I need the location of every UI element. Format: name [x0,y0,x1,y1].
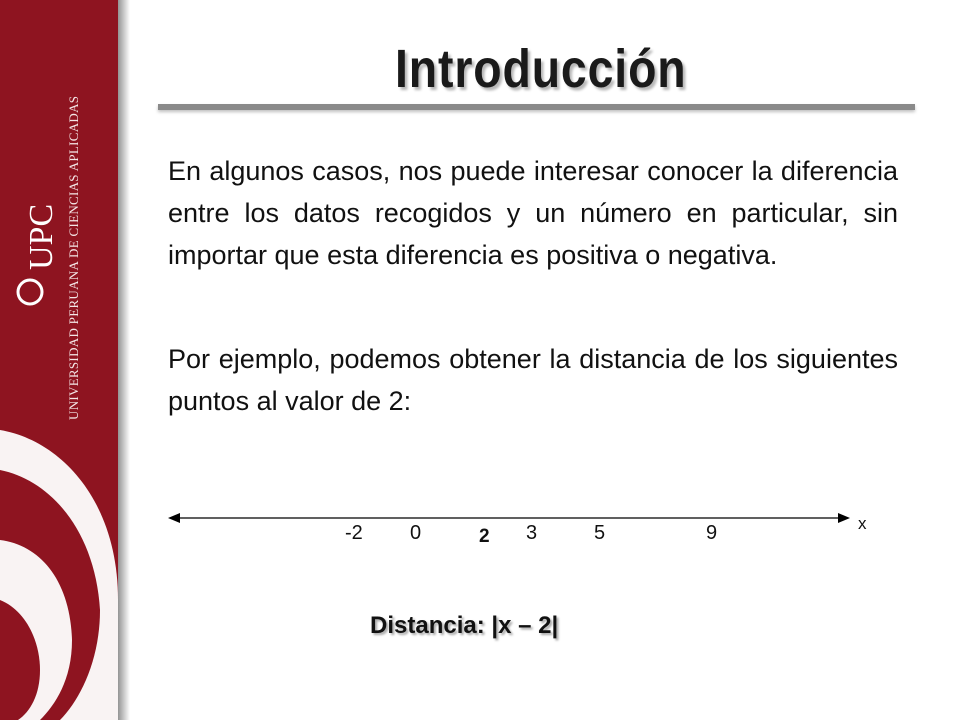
title-underline [158,104,915,110]
point-label: 3 [526,522,538,544]
intro-paragraph: En algunos casos, nos puede interesar conocer la diferencia entre los datos recogidos y un número en particular, sin importar que esta diferencia es positiva o negativa. [168,156,898,270]
arrow-left-icon [168,513,180,523]
arrow-right-icon [838,513,850,523]
logo-emblem [18,280,42,304]
reference-point-label: 2 [479,526,490,547]
sidebar-brand-band [0,0,118,720]
distance-formula: Distancia: |x – 2| [370,612,559,639]
point-label: 9 [706,522,718,544]
sidebar-shadow [118,0,130,720]
axis-label-x: x [858,514,867,533]
university-logo [8,90,98,430]
point-label: 5 [594,522,606,544]
point-label: -2 [345,522,363,544]
logo-text: UPC [23,203,60,270]
university-name-text: UNIVERSIDAD PERUANA DE CIENCIAS APLICADAS [66,95,81,420]
number-line [160,508,860,528]
slide-title: Introducción [395,39,687,99]
example-paragraph: Por ejemplo, podemos obtener la distancia de los siguientes puntos al valor de 2: [168,344,898,416]
point-label: 0 [410,522,422,544]
